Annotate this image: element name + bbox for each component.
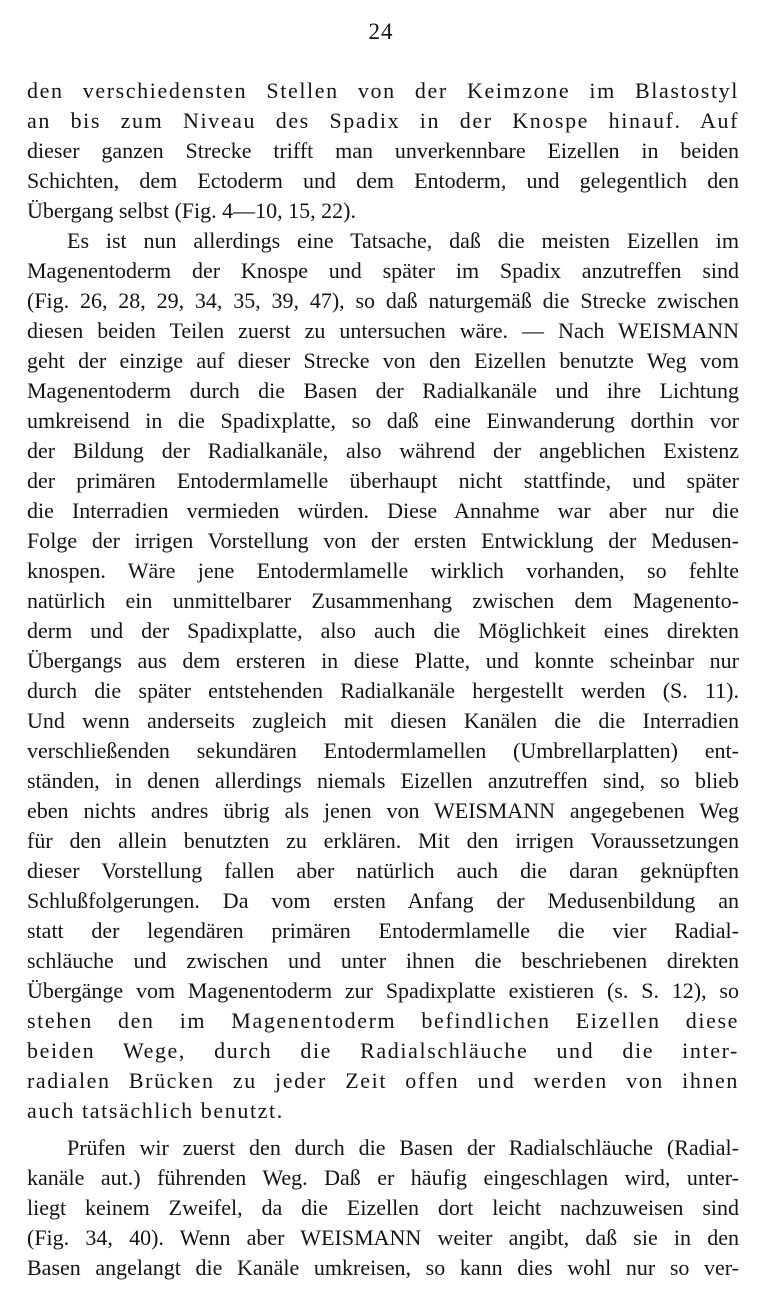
text-line: (Fig. 34, 40). Wenn aber WEISMANN weiter angibt, daß sie in den (27, 1225, 739, 1250)
text-line: Und wenn anderseits zugleich mit diesen Kanälen die die Interradien (27, 708, 739, 733)
text-line: statt der legendären primären Entodermlamelle die vier Radial- (27, 918, 739, 943)
text-line: für den allein benutzten zu erklären. Mit den irrigen Voraussetzungen (27, 828, 739, 853)
text-line: Übergänge vom Magenentoderm zur Spadixplatte existieren (s. S. 12), so (27, 978, 739, 1003)
text-line: ständen, in denen allerdings niemals Eizellen anzutreffen sind, so blieb (27, 768, 739, 793)
text-line: der primären Entodermlamelle überhaupt nicht stattfinde, und später (27, 468, 739, 493)
text-line: Schlußfolgerungen. Da vom ersten Anfang der Medusenbildung an (27, 888, 739, 913)
text-line: umkreisend in die Spadixplatte, so daß eine Einwanderung dorthin vor (27, 408, 739, 433)
text-line: liegt keinem Zweifel, da die Eizellen dort leicht nachzuweisen sind (27, 1195, 739, 1220)
text-line: eben nichts andres übrig als jenen von WEISMANN angegebenen Weg (27, 798, 739, 823)
text-line: Es ist nun allerdings eine Tatsache, daß die meisten Eizellen im (67, 228, 739, 253)
text-line: Schichten, dem Ectoderm und dem Entoderm, und gelegentlich den (27, 168, 739, 193)
paragraph-1 (27, 76, 739, 226)
text-line: radialen Brücken zu jeder Zeit offen und werden von ihnen (27, 1068, 739, 1093)
paragraph-3 (27, 1133, 739, 1283)
text-line: dieser ganzen Strecke trifft man unverkennbare Eizellen in beiden (27, 138, 739, 163)
text-line: kanäle aut.) führenden Weg. Daß er häufig eingeschlagen wird, unter- (27, 1165, 739, 1190)
text-line: Basen angelangt die Kanäle umkreisen, so kann dies wohl nur so ver- (27, 1255, 739, 1280)
text-line: dieser Vorstellung fallen aber natürlich auch die daran geknüpften (27, 858, 739, 883)
text-line: geht der einzige auf dieser Strecke von den Eizellen benutzte Weg vom (27, 348, 739, 373)
text-line: Magenentoderm der Knospe und später im Spadix anzutreffen sind (27, 258, 739, 283)
text-line: auch tatsächlich benutzt. (27, 1098, 284, 1123)
text-line: die Interradien vermieden würden. Diese Annahme war aber nur die (27, 498, 739, 523)
body-text (27, 76, 739, 1283)
text-line: derm und der Spadixplatte, also auch die Möglichkeit eines direkten (27, 618, 739, 643)
text-line: den verschiedensten Stellen von der Keimzone im Blastostyl (27, 78, 739, 103)
text-line: diesen beiden Teilen zuerst zu untersuchen wäre. — Nach WEISMANN (27, 318, 739, 343)
text-line: natürlich ein unmittelbarer Zusammenhang zwischen dem Magenento- (27, 588, 739, 613)
text-line: Folge der irrigen Vorstellung von der ersten Entwicklung der Medusen- (27, 528, 739, 553)
text-line: stehen den im Magenentoderm befindlichen Eizellen diese (27, 1008, 739, 1033)
text-line: an bis zum Niveau des Spadix in der Knospe hinauf. Auf (27, 108, 739, 133)
text-line: durch die später entstehenden Radialkanäle hergestellt werden (S. 11). (27, 678, 739, 703)
text-line: Prüfen wir zuerst den durch die Basen der Radialschläuche (Radial- (67, 1135, 739, 1160)
text-line: Übergang selbst (Fig. 4—10, 15, 22). (27, 198, 356, 223)
page-number: 24 (368, 19, 394, 44)
paragraph-2 (27, 226, 739, 1126)
text-line: (Fig. 26, 28, 29, 34, 35, 39, 47), so daß naturgemäß die Strecke zwischen (27, 288, 739, 313)
text-line: schläuche und zwischen und unter ihnen die beschriebenen direkten (27, 948, 739, 973)
text-line: beiden Wege, durch die Radialschläuche und die inter- (27, 1038, 739, 1063)
text-line: Magenentoderm durch die Basen der Radialkanäle und ihre Lichtung (27, 378, 739, 403)
text-line: verschließenden sekundären Entodermlamellen (Umbrellarplatten) ent- (27, 738, 739, 763)
text-line: Übergangs aus dem ersteren in diese Platte, und konnte scheinbar nur (27, 648, 739, 673)
text-line: der Bildung der Radialkanäle, also während der angeblichen Existenz (27, 438, 739, 463)
text-line: knospen. Wäre jene Entodermlamelle wirklich vorhanden, so fehlte (27, 558, 739, 583)
